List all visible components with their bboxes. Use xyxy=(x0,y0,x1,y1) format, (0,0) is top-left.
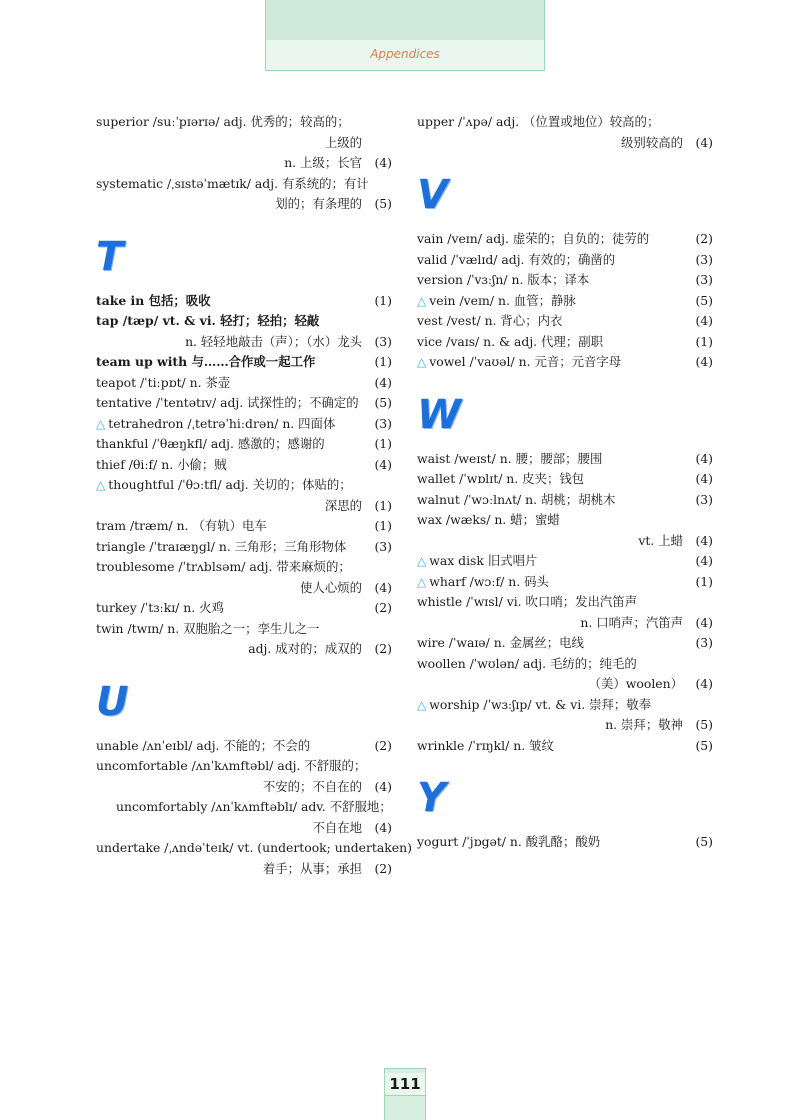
entry-headline xyxy=(96,756,392,777)
entry-text: n. 上级；长官 xyxy=(284,155,362,170)
unit-number: (4) xyxy=(374,778,392,794)
entry-headline xyxy=(417,633,713,654)
unit-number: (3) xyxy=(695,251,713,267)
glossary-entry xyxy=(417,551,713,572)
entry-text: wallet /ˈwɒlɪt/ n. 皮夹；钱包 xyxy=(417,471,585,486)
unit-number: (4) xyxy=(374,374,392,390)
right-column xyxy=(417,112,713,853)
entry-headline xyxy=(417,352,713,373)
triangle-icon: △ xyxy=(417,574,427,589)
entry-headline xyxy=(96,619,392,640)
glossary-entry xyxy=(96,475,392,516)
entry-text: whistle /ˈwɪsl/ vi. 吹口哨；发出汽笛声 xyxy=(417,594,638,609)
entry-headline xyxy=(417,736,713,757)
unit-number: (5) xyxy=(695,717,713,732)
entry-continuation xyxy=(417,674,713,695)
triangle-icon: △ xyxy=(417,554,427,568)
unit-number: (4) xyxy=(695,532,713,548)
entry-headline xyxy=(96,352,392,373)
unit-number: (3) xyxy=(374,415,392,431)
entry-text: vowel /ˈvaʊəl/ n. 元音；元音字母 xyxy=(429,354,622,369)
entry-text: turkey /ˈtɜːkɪ/ n. 火鸡 xyxy=(96,600,224,615)
glossary-entry xyxy=(96,393,392,414)
entry-text: unable /ʌnˈeɪbl/ adj. 不能的；不会的 xyxy=(96,737,311,753)
entry-text: wire /ˈwaɪə/ n. 金属丝；电线 xyxy=(417,635,584,650)
entry-text: tram /træm/ n. （有轨）电车 xyxy=(96,518,267,533)
entry-text: vice /vaɪs/ n. & adj. 代理；副职 xyxy=(417,333,603,349)
entry-text: 级别较高的 xyxy=(621,134,683,150)
unit-number: (2) xyxy=(374,860,392,876)
entry-text: worship /ˈwɜːʃɪp/ vt. & vi. 崇拜；敬奉 xyxy=(429,696,652,712)
entry-text: yogurt /ˈjɒgət/ n. 酸乳酪；酸奶 xyxy=(417,834,601,849)
entry-text: tentative /ˈtentətɪv/ adj. 试探性的；不确定的 xyxy=(96,395,359,410)
entry-text: wrinkle /ˈrɪŋkl/ n. 皱纹 xyxy=(417,737,554,753)
entry-continuation xyxy=(96,639,392,660)
glossary-entry xyxy=(96,352,392,373)
entry-continuation xyxy=(417,133,713,154)
entry-headline xyxy=(417,592,713,613)
unit-number: (4) xyxy=(695,614,713,630)
section-letter-w: W xyxy=(417,391,462,438)
entry-headline xyxy=(96,475,392,496)
glossary-entry xyxy=(96,838,412,879)
entry-headline xyxy=(417,449,713,470)
triangle-icon: △ xyxy=(96,416,106,431)
entry-text: wharf /wɔːf/ n. 码头 xyxy=(429,573,549,589)
entry-continuation xyxy=(417,613,713,634)
entry-text: n. 口哨声；汽笛声 xyxy=(580,614,683,630)
unit-number: (4) xyxy=(374,456,392,472)
entry-text: troublesome /ˈtrʌblsəm/ adj. 带来麻烦的； xyxy=(96,559,351,574)
unit-number: (1) xyxy=(695,573,713,589)
entry-headline xyxy=(417,654,713,675)
header-tab xyxy=(265,0,545,71)
entry-headline xyxy=(96,434,392,455)
entry-text: version /ˈvɜːʃn/ n. 版本；译本 xyxy=(417,272,590,287)
header-band xyxy=(266,0,544,40)
glossary-entry xyxy=(417,270,713,291)
entry-headline xyxy=(96,455,392,476)
entry-text: 上级的 xyxy=(324,134,362,150)
glossary-entry xyxy=(96,598,392,619)
section-letter-y: Y xyxy=(417,775,446,821)
entry-text: vest /vest/ n. 背心；内衣 xyxy=(417,313,563,328)
glossary-entry xyxy=(96,174,392,215)
glossary-entry xyxy=(417,469,713,490)
entry-headline xyxy=(417,572,713,593)
entry-text: tetrahedron /ˌtetrəˈhiːdrən/ n. 四面体 xyxy=(108,415,336,431)
entry-text: take in 包括；吸收 xyxy=(96,292,211,308)
entry-headline xyxy=(417,695,713,716)
entry-continuation xyxy=(96,194,392,215)
glossary-entry xyxy=(96,516,392,537)
triangle-icon: △ xyxy=(96,478,106,492)
entry-headline xyxy=(417,332,713,353)
unit-number: (4) xyxy=(695,450,713,466)
entry-text: 使人心烦的 xyxy=(300,579,362,595)
entry-headline xyxy=(417,832,713,853)
entry-text: tap /tæp/ vt. & vi. 轻打；轻拍；轻敲 xyxy=(96,313,320,328)
entry-continuation xyxy=(96,153,392,174)
entry-continuation xyxy=(96,332,392,353)
entry-continuation xyxy=(96,818,392,839)
entry-text: teapot /ˈtiːpɒt/ n. 茶壶 xyxy=(96,374,231,390)
section-letter-v: V xyxy=(417,172,448,218)
glossary-entry xyxy=(96,414,392,435)
unit-number: (1) xyxy=(695,333,713,349)
entry-headline xyxy=(417,551,713,572)
page-number-box xyxy=(384,1068,426,1120)
entry-continuation xyxy=(96,578,392,599)
glossary-entry xyxy=(417,832,713,853)
entry-text: 着手；从事；承担 xyxy=(262,860,362,876)
unit-number: (4) xyxy=(695,134,713,150)
entry-headline xyxy=(96,174,392,195)
unit-number: (2) xyxy=(695,231,713,246)
glossary-entry xyxy=(417,510,713,551)
unit-number: (5) xyxy=(695,737,713,753)
entry-text: 深思的 xyxy=(324,497,362,513)
unit-number: (1) xyxy=(374,292,392,308)
glossary-entry xyxy=(417,572,713,593)
unit-number: (4) xyxy=(695,676,713,691)
unit-number: (1) xyxy=(374,436,392,451)
glossary-entry xyxy=(96,434,392,455)
entry-headline xyxy=(417,490,713,511)
entry-text: undertake /ˌʌndəˈteɪk/ vt. (undertook; undertaken) xyxy=(96,840,412,855)
unit-number: (4) xyxy=(695,553,713,568)
unit-number: (2) xyxy=(374,737,392,753)
glossary-entry xyxy=(417,449,713,470)
unit-number: (4) xyxy=(695,354,713,369)
entry-text: uncomfortable /ʌnˈkʌmftəbl/ adj. 不舒服的； xyxy=(96,758,367,773)
entry-headline xyxy=(417,229,713,250)
entry-continuation xyxy=(96,777,392,798)
entry-headline xyxy=(96,797,392,818)
unit-number: (4) xyxy=(374,819,392,835)
entry-headline xyxy=(96,393,392,414)
entry-text: valid /ˈvælɪd/ adj. 有效的；确凿的 xyxy=(417,251,616,267)
entry-text: systematic /ˌsɪstəˈmætɪk/ adj. 有系统的；有计 xyxy=(96,175,369,191)
glossary-entry xyxy=(96,736,392,757)
entry-headline xyxy=(96,516,392,537)
entry-continuation xyxy=(96,859,392,880)
entry-headline xyxy=(96,537,392,558)
glossary-entry xyxy=(417,291,713,312)
entry-text: team up with 与……合作或一起工作 xyxy=(96,354,316,369)
entry-text: 不安的；不自在的 xyxy=(262,778,362,794)
glossary-entry xyxy=(417,311,713,332)
unit-number: (1) xyxy=(374,497,392,513)
entry-headline xyxy=(417,469,713,490)
unit-number: (1) xyxy=(374,518,392,533)
glossary-entry xyxy=(417,352,713,373)
entry-continuation xyxy=(96,496,392,517)
entry-text: n. 崇拜；敬神 xyxy=(605,717,683,732)
unit-number: (3) xyxy=(695,491,713,507)
unit-number: (3) xyxy=(695,635,713,650)
entry-headline xyxy=(96,557,392,578)
section-letter-t: T xyxy=(96,233,124,280)
entry-text: waist /weɪst/ n. 腰；腰部；腰围 xyxy=(417,450,603,466)
entry-text: upper /ˈʌpə/ adj. （位置或地位）较高的； xyxy=(417,114,660,129)
glossary-entry xyxy=(96,112,392,174)
entry-continuation xyxy=(417,531,713,552)
unit-number: (1) xyxy=(374,354,392,369)
triangle-icon: △ xyxy=(417,355,427,369)
unit-number: (5) xyxy=(374,395,392,410)
entry-text: vein /veɪn/ n. 血管；静脉 xyxy=(429,292,576,308)
entry-text: thankful /ˈθæŋkfl/ adj. 感激的；感谢的 xyxy=(96,436,325,451)
entry-text: 划的；有条理的 xyxy=(275,196,362,211)
glossary-entry xyxy=(417,633,713,654)
glossary-entry xyxy=(417,229,713,250)
unit-number: (2) xyxy=(374,600,392,615)
glossary-entry xyxy=(96,455,392,476)
entry-text: thief /θiːf/ n. 小偷；贼 xyxy=(96,456,227,472)
glossary-entry xyxy=(417,736,713,757)
entry-headline xyxy=(417,250,713,271)
unit-number: (4) xyxy=(374,155,392,170)
entry-text: thoughtful /ˈθɔːtfl/ adj. 关切的；体贴的； xyxy=(108,477,352,492)
triangle-icon: △ xyxy=(417,293,427,308)
entry-text: walnut /ˈwɔːlnʌt/ n. 胡桃；胡桃木 xyxy=(417,491,616,507)
entry-text: woollen /ˈwʊlən/ adj. 毛纺的；纯毛的 xyxy=(417,655,637,671)
unit-number: (5) xyxy=(374,196,392,211)
unit-number: (5) xyxy=(695,834,713,849)
entry-text: （美）woolen） xyxy=(588,676,683,691)
entry-headline xyxy=(96,736,392,757)
entry-headline xyxy=(96,311,392,332)
entry-headline xyxy=(417,291,713,312)
entry-headline xyxy=(96,414,392,435)
entry-text: superior /suːˈpɪərɪə/ adj. 优秀的；较高的； xyxy=(96,114,350,129)
glossary-entry xyxy=(96,797,392,838)
entry-text: wax disk 旧式唱片 xyxy=(429,553,538,568)
unit-number: (2) xyxy=(374,641,392,656)
glossary-entry xyxy=(96,291,392,312)
glossary-entry xyxy=(417,654,713,695)
entry-text: twin /twɪn/ n. 双胞胎之一；孪生儿之一 xyxy=(96,620,320,636)
entry-text: triangle /ˈtraɪæŋgl/ n. 三角形；三角形物体 xyxy=(96,538,347,554)
glossary-entry xyxy=(96,373,392,394)
triangle-icon: △ xyxy=(417,697,427,712)
glossary-entry xyxy=(417,250,713,271)
entry-text: adj. 成对的；成双的 xyxy=(248,641,362,656)
entry-text: uncomfortably /ʌnˈkʌmftəblɪ/ adv. 不舒服地； xyxy=(116,799,392,814)
left-column xyxy=(96,112,412,879)
glossary-entry xyxy=(417,695,713,736)
entry-text: wax /wæks/ n. 蜡；蜜蜡 xyxy=(417,512,560,527)
entry-headline xyxy=(96,373,392,394)
unit-number: (3) xyxy=(695,272,713,287)
glossary-entry xyxy=(417,592,713,633)
glossary-entry xyxy=(96,619,392,660)
entry-headline xyxy=(417,112,713,133)
unit-number: (4) xyxy=(374,579,392,595)
entry-headline xyxy=(96,112,392,133)
unit-number: (4) xyxy=(695,471,713,486)
entry-headline xyxy=(417,270,713,291)
entry-text: 不自在地 xyxy=(312,819,362,835)
header-label: Appendices xyxy=(370,47,440,61)
unit-number: (4) xyxy=(695,313,713,328)
glossary-entry xyxy=(417,332,713,353)
entry-text: n. 轻轻地敲击（声）；（水）龙头 xyxy=(185,333,362,349)
entry-headline xyxy=(417,510,713,531)
glossary-entry xyxy=(417,490,713,511)
entry-continuation xyxy=(417,715,713,736)
entry-headline xyxy=(96,291,392,312)
entry-headline xyxy=(96,838,412,859)
unit-number: (3) xyxy=(374,333,392,349)
glossary-entry xyxy=(417,112,713,153)
glossary-entry xyxy=(96,557,392,598)
unit-number: (3) xyxy=(374,538,392,554)
page-number: 111 xyxy=(385,1073,425,1096)
entry-headline xyxy=(96,598,392,619)
glossary-entry xyxy=(96,756,392,797)
glossary-entry xyxy=(96,311,392,352)
entry-text: vain /veɪn/ adj. 虚荣的；自负的；徒劳的 xyxy=(417,231,650,246)
unit-number: (5) xyxy=(695,292,713,308)
entry-continuation xyxy=(96,133,392,154)
section-letter-u: U xyxy=(96,678,129,725)
glossary-entry xyxy=(96,537,392,558)
entry-text: vt. 上蜡 xyxy=(638,532,683,548)
entry-headline xyxy=(417,311,713,332)
